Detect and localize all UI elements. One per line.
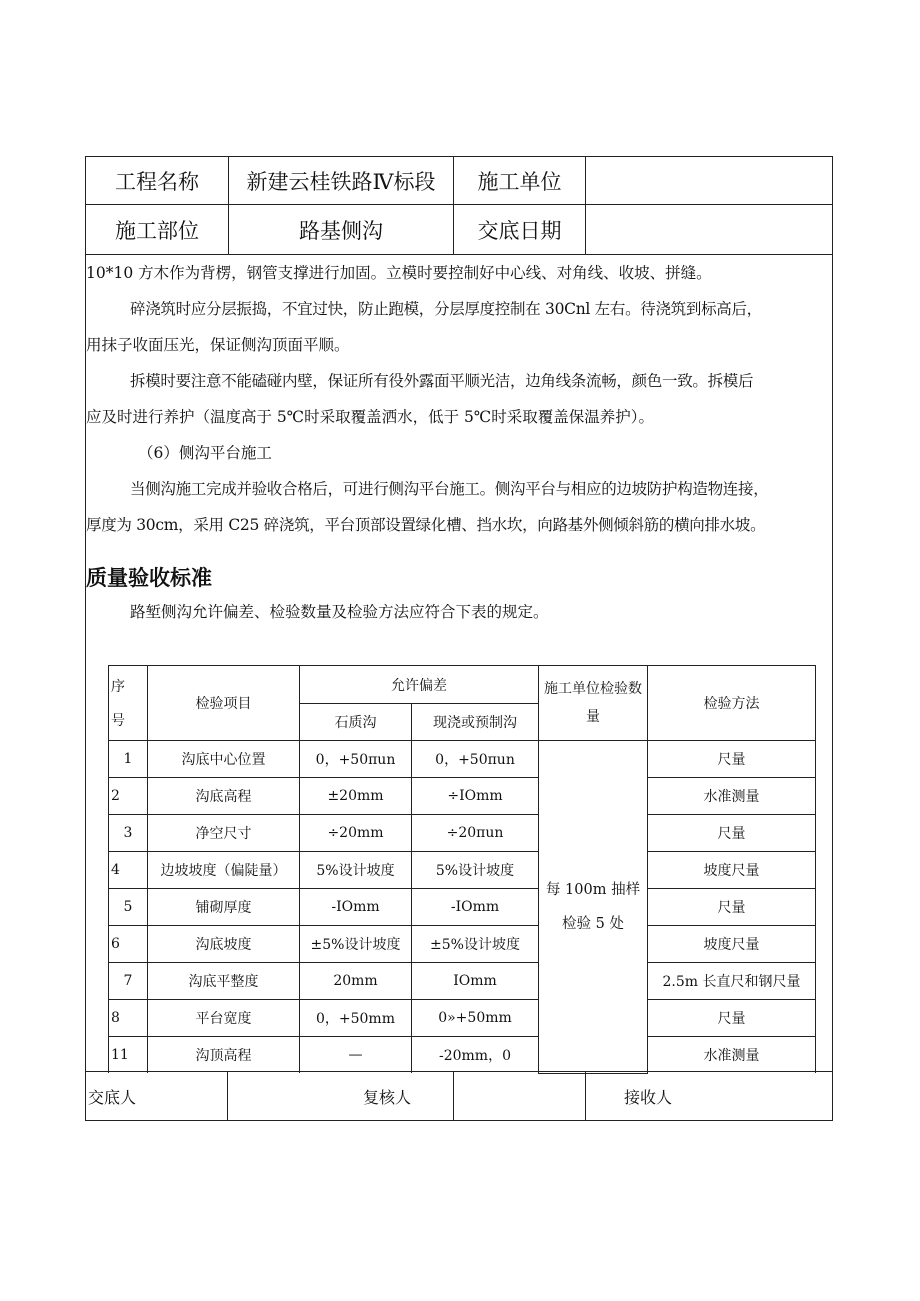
row-method: 水准测量 [648, 1037, 816, 1074]
header-row-location [86, 205, 832, 255]
table-row [109, 963, 816, 1000]
disclosure-date-value [585, 205, 832, 254]
row-stone: — [300, 1037, 412, 1074]
row-cast: 5%设计坡度 [412, 852, 539, 889]
table-row [109, 852, 816, 889]
project-name-value: 新建云桂铁路Ⅳ标段 [228, 157, 453, 204]
reviewer-label: 复核人 [227, 1072, 453, 1121]
row-cast: 0»+50mm [412, 1000, 539, 1037]
col-qty-header: 施工单位检验数 量 [539, 666, 648, 741]
row-no: 6 [109, 926, 148, 963]
section-intro: 路堑侧沟允许偏差、检验数量及检验方法应符合下表的规定。 [130, 603, 549, 621]
row-cast: ÷20πun [412, 815, 539, 852]
paragraph: 厚度为 30cm，采用 C25 碎浇筑，平台顶部设置绿化槽、挡水坎，向路基外侧倾斜筋的横向排水坡。 [86, 516, 766, 534]
quality-acceptance-table [108, 665, 816, 1074]
row-item: 沟底高程 [148, 778, 300, 815]
row-item: 沟底坡度 [148, 926, 300, 963]
row-stone: 0，+50πun [300, 741, 412, 778]
row-stone: ±5%设计坡度 [300, 926, 412, 963]
reviewer-signature[interactable] [453, 1072, 585, 1121]
row-method: 2.5m 长直尺和钢尺量 [648, 963, 816, 1000]
col-no-header: 序 号 [109, 666, 148, 741]
discloser-label: 交底人 [88, 1088, 137, 1107]
row-stone: 5%设计坡度 [300, 852, 412, 889]
row-item: 净空尺寸 [148, 815, 300, 852]
disclosure-form [85, 156, 833, 1121]
construction-part-label: 施工部位 [115, 218, 199, 243]
header-row-project [86, 157, 832, 205]
signature-row [86, 1071, 832, 1121]
row-method: 尺量 [648, 1000, 816, 1037]
row-method: 尺量 [648, 815, 816, 852]
table-row [109, 1037, 816, 1074]
col-tolerance-header: 允许偏差 [300, 666, 539, 704]
row-cast: ÷IOmm [412, 778, 539, 815]
row-stone: 0，+50mm [300, 1000, 412, 1037]
subheading: （6）侧沟平台施工 [138, 444, 272, 462]
col-method-header: 检验方法 [648, 666, 816, 741]
row-no: 2 [109, 778, 148, 815]
paragraph: 用抹子收面压光，保证侧沟顶面平顺。 [86, 336, 350, 354]
table-row [109, 889, 816, 926]
row-method: 坡度尺量 [648, 852, 816, 889]
row-cast: 0，+50πun [412, 741, 539, 778]
row-stone: -IOmm [300, 889, 412, 926]
paragraph: 拆模时要注意不能磕碰内壁，保证所有役外露面平顺光洁，边角线条流畅，颜色一致。拆模后 [130, 372, 754, 390]
row-no: 8 [109, 1000, 148, 1037]
row-method: 水准测量 [648, 778, 816, 815]
row-no: 4 [109, 852, 148, 889]
col-item-header: 检验项目 [148, 666, 300, 741]
row-item: 平台宽度 [148, 1000, 300, 1037]
row-no: 1 [109, 741, 148, 778]
paragraph: 应及时进行养护（温度高于 5℃时采取覆盖洒水，低于 5℃时采取覆盖保温养护）。 [86, 408, 655, 426]
row-item: 沟底中心位置 [148, 741, 300, 778]
technical-text [86, 255, 832, 543]
disclosure-date-label: 交底日期 [453, 205, 585, 254]
table-row [109, 926, 816, 963]
row-method: 尺量 [648, 741, 816, 778]
row-no: 7 [109, 963, 148, 1000]
row-stone: ÷20mm [300, 815, 412, 852]
row-method: 尺量 [648, 889, 816, 926]
row-cast: -20mm，0 [412, 1037, 539, 1074]
row-stone: ±20mm [300, 778, 412, 815]
col-cast-header: 现浇或预制沟 [412, 704, 539, 741]
row-item: 边坡坡度（偏陡量） [148, 852, 300, 889]
row-no: 3 [109, 815, 148, 852]
row-no: 11 [109, 1037, 148, 1074]
table-row [109, 815, 816, 852]
row-method: 坡度尺量 [648, 926, 816, 963]
paragraph: 碎浇筑时应分层振捣，不宜过快，防止跑模，分层厚度控制在 30Cnl 左右。待浇筑到标高后， [130, 300, 762, 318]
row-item: 沟底平整度 [148, 963, 300, 1000]
row-cast: ±5%设计坡度 [412, 926, 539, 963]
paragraph: 10*10 方木作为背楞，钢管支撑进行加固。立模时要控制好中心线、对角线、收坡、拼缝。 [86, 264, 712, 282]
row-no: 5 [109, 889, 148, 926]
col-stone-header: 石质沟 [300, 704, 412, 741]
contractor-label: 施工单位 [453, 157, 585, 204]
table-row [109, 1000, 816, 1037]
construction-part-value: 路基侧沟 [228, 205, 453, 254]
row-cast: -IOmm [412, 889, 539, 926]
table-row [109, 778, 816, 815]
paragraph: 当侧沟施工完成并验收合格后，可进行侧沟平台施工。侧沟平台与相应的边坡防护构造物连接， [130, 480, 769, 498]
receiver-label: 接收人 [585, 1072, 832, 1121]
section-title: 质量验收标准 [86, 566, 212, 590]
inspection-quantity: 每 100m 抽样 检验 5 处 [539, 741, 648, 1074]
row-item: 铺砌厚度 [148, 889, 300, 926]
row-stone: 20mm [300, 963, 412, 1000]
row-item: 沟顶高程 [148, 1037, 300, 1074]
table-row [109, 741, 816, 778]
project-name-label: 工程名称 [115, 169, 199, 194]
row-cast: IOmm [412, 963, 539, 1000]
contractor-value [585, 157, 832, 204]
